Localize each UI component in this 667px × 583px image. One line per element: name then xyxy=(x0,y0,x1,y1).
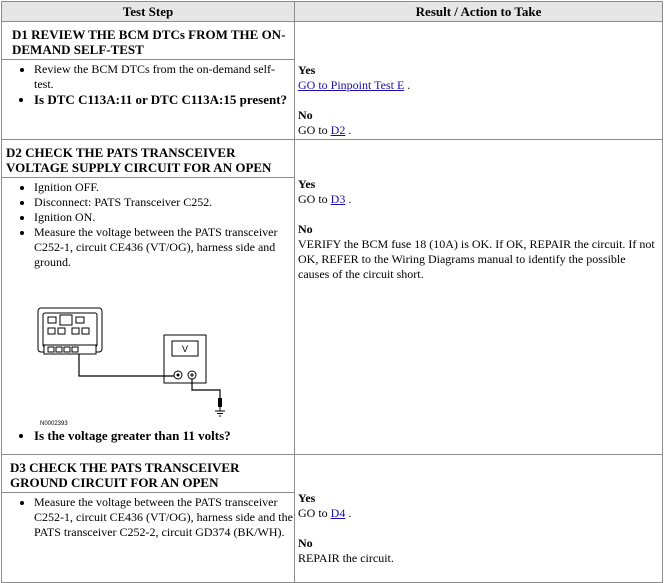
d1-no-end: . xyxy=(345,123,352,137)
d3-yes-prefix: GO to xyxy=(298,506,331,520)
step-d2-title: D2 CHECK THE PATS TRANSCEIVER VOLTAGE SUPPLY CIRCUIT FOR AN OPEN xyxy=(6,145,272,175)
d3-yes-label: Yes xyxy=(298,491,316,505)
step-d1-title: D1 REVIEW THE BCM DTCs FROM THE ON-DEMAND SELF-TEST xyxy=(12,27,286,57)
table-row-d1-title xyxy=(2,22,663,60)
table-row-d3-title xyxy=(2,455,663,493)
table-header-row xyxy=(2,2,663,22)
step-d2-title-cell xyxy=(2,140,295,178)
d2-question-list xyxy=(2,428,294,443)
d1-yes-label: Yes xyxy=(298,63,316,77)
d1-yes-end: . xyxy=(404,78,411,92)
d2-yes-prefix: GO to xyxy=(298,192,331,206)
d1-no-label: No xyxy=(298,108,313,122)
figure-id: N0002393 xyxy=(40,421,68,427)
d3-no-label: No xyxy=(298,536,313,550)
header-result-action: Result / Action to Take xyxy=(295,2,663,22)
d1-no-prefix: GO to xyxy=(298,123,331,137)
probe-tip xyxy=(218,398,222,407)
step-d1-body-cell xyxy=(2,60,295,140)
wire-to-meter xyxy=(79,354,174,376)
d2-step-item: • Ignition OFF. xyxy=(34,180,294,195)
voltmeter-diagram xyxy=(2,300,292,430)
header-test-step: Test Step xyxy=(2,2,295,22)
connector-c252-icon xyxy=(38,308,102,354)
d1-question: • Is DTC C113A:11 or DTC C113A:15 present? xyxy=(34,92,294,107)
ground-symbol-icon xyxy=(215,407,225,416)
d3-step-item: • Measure the voltage between the PATS transceiver C252-1, circuit CE436 (VT/OG), harness side and the PATS transceiver C252-2, circuit GD374 (BK/WH). xyxy=(34,495,294,540)
result-d1-cell xyxy=(295,22,663,140)
d1-step-item: • Review the BCM DTCs from the on-demand self-test. xyxy=(34,62,294,92)
d2-step-item: • Disconnect: PATS Transceiver C252. xyxy=(34,195,294,210)
d2-step-item: • Ignition ON. xyxy=(34,210,294,225)
d2-no-label: No xyxy=(298,222,313,236)
d2-question: • Is the voltage greater than 11 volts? xyxy=(34,428,294,443)
d3-step-list xyxy=(2,495,294,540)
pinpoint-test-table xyxy=(1,1,663,583)
step-d2-body-cell xyxy=(2,178,295,455)
d2-wiring-figure xyxy=(2,300,294,430)
d1-yes-link[interactable]: GO to Pinpoint Test E xyxy=(298,78,405,92)
d2-yes-label: Yes xyxy=(298,177,316,191)
d2-step-item: • Measure the voltage between the PATS transceiver C252-1, circuit CE436 (VT/OG), harness side and ground. xyxy=(34,225,294,270)
step-d3-title-cell xyxy=(2,455,295,493)
d2-no-text: VERIFY the BCM fuse 18 (10A) is OK. If OK, REPAIR the circuit. If not OK, REFER to the Wiring Diagrams manual to identify the possible causes of the circuit short. xyxy=(298,237,655,281)
d2-step-list xyxy=(2,180,294,270)
d1-step-list xyxy=(2,62,294,107)
step-d3-body-cell xyxy=(2,493,295,583)
d2-yes-link[interactable]: D3 xyxy=(330,192,346,206)
result-d3-cell xyxy=(295,455,663,583)
meter-label: V xyxy=(181,344,189,354)
step-d1-title-cell xyxy=(2,22,295,60)
d1-no-link[interactable]: D2 xyxy=(330,123,346,137)
result-d2-cell xyxy=(295,140,663,455)
table-row-d2-title xyxy=(2,140,663,178)
step-d3-title: D3 CHECK THE PATS TRANSCEIVER GROUND CIRCUIT FOR AN OPEN xyxy=(10,460,240,490)
d3-yes-link[interactable]: D4 xyxy=(330,506,346,520)
d2-yes-end: . xyxy=(345,192,352,206)
d3-yes-end: . xyxy=(345,506,352,520)
d3-no-text: REPAIR the circuit. xyxy=(298,551,394,565)
